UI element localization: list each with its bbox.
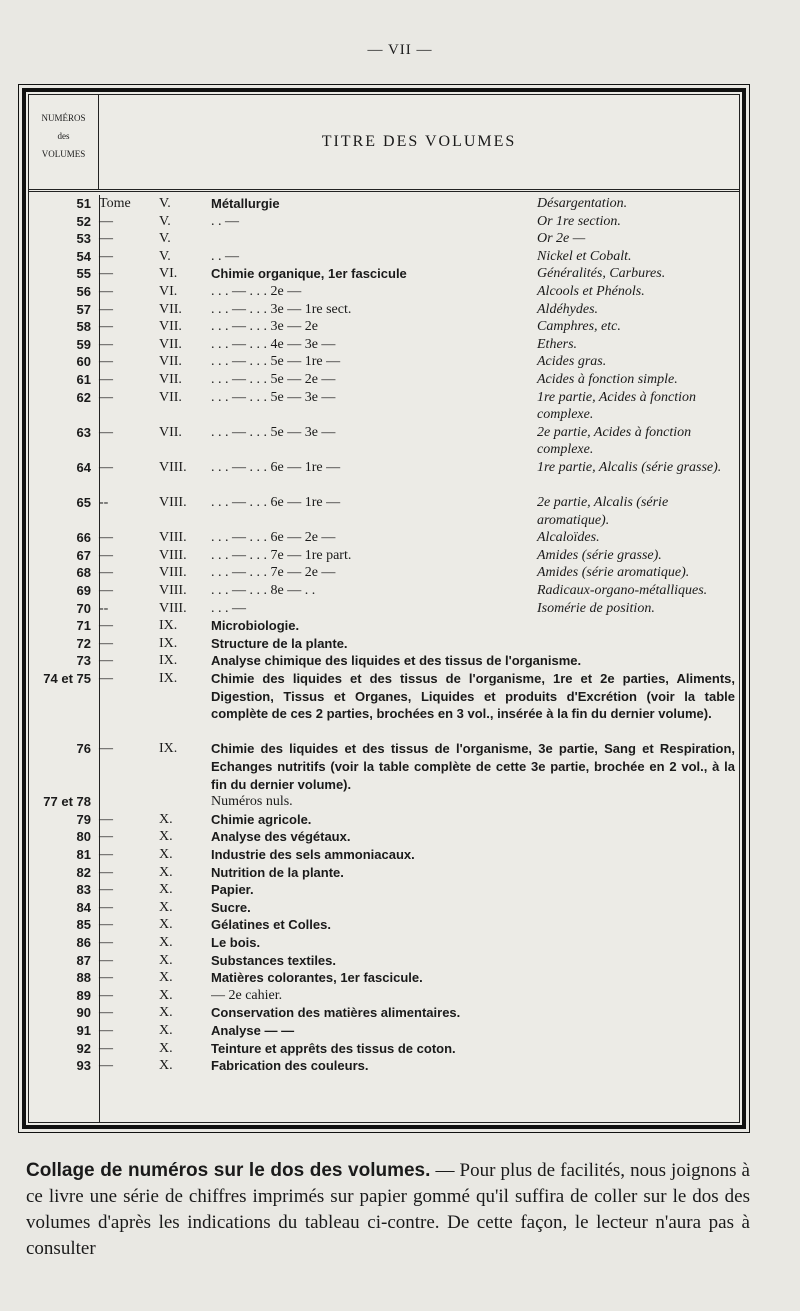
tome-roman: V. (159, 196, 171, 211)
tome-label: — (99, 917, 113, 933)
volume-number: 86 (76, 934, 91, 950)
volume-number: 59 (76, 336, 91, 352)
volume-subtitle: 1re partie, Acides à fonction complexe. (537, 389, 697, 423)
volume-title: . . . — . . . 5e — 3e — (211, 389, 336, 405)
volume-title: Analyse des végétaux. (211, 829, 351, 845)
volume-number: 73 (76, 653, 91, 669)
tome-roman: X. (159, 829, 173, 845)
volume-title: . . . — . . . 6e — 1re — (211, 495, 341, 511)
volume-title: . . . — (211, 600, 246, 616)
table-row (29, 846, 739, 864)
tome-roman: VII. (159, 336, 182, 352)
volume-subtitle: Isomérie de position. (537, 600, 655, 616)
tome-label: — (99, 899, 113, 915)
volume-title: Analyse — — (211, 1022, 295, 1038)
table-body (29, 195, 739, 1075)
table-row (29, 353, 739, 371)
tome-label: — (99, 1040, 113, 1056)
volume-subtitle: 2e partie, Alcalis (série aromatique). (537, 495, 669, 528)
volume-title: . . . — . . . 4e — 3e — (211, 336, 336, 352)
tome-roman: X. (159, 1005, 173, 1021)
table-row (29, 1040, 739, 1058)
tome-roman: VII. (159, 301, 182, 317)
tome-roman: VII. (159, 354, 182, 370)
volume-title: . . . — . . . 5e — 3e — (211, 424, 336, 440)
tome-roman: X. (159, 952, 173, 968)
tome-roman: VIII. (159, 459, 187, 475)
volume-title: Numéros nuls. (211, 794, 293, 810)
tome-label: — (99, 1058, 113, 1074)
volume-title: Chimie agricole. (211, 811, 312, 827)
volume-number: 77 et 78 (43, 794, 91, 810)
numbers-header-line1: NUMÉROS (41, 113, 86, 123)
table-row (29, 529, 739, 547)
volume-title: . . . — . . . 7e — 2e — (211, 565, 336, 581)
volume-title: Métallurgie (211, 196, 280, 211)
volume-subtitle: Acides gras. (537, 354, 607, 370)
tome-roman: VIII. (159, 547, 187, 563)
tome-roman: IX. (159, 741, 178, 757)
volume-number: 87 (76, 952, 91, 968)
table-row (29, 969, 739, 987)
volume-number: 65 (76, 495, 91, 511)
table-inner (28, 94, 740, 1123)
tome-label: — (99, 389, 113, 405)
volume-title: . . . — . . . 3e — 2e (211, 319, 318, 335)
volume-number: 55 (76, 266, 91, 282)
tome-roman: V. (159, 248, 171, 264)
volume-number: 92 (76, 1040, 91, 1056)
tome-roman: V. (159, 231, 171, 247)
volumes-table (22, 88, 746, 1129)
volume-title: . . . — . . . 6e — 1re — (211, 459, 341, 475)
caption-paragraph (26, 1158, 750, 1262)
tome-label: — (99, 847, 113, 862)
volume-subtitle: 2e partie, Acides à fonction complexe. (537, 424, 692, 458)
volume-number: 88 (76, 970, 91, 986)
tome-label: -- (99, 495, 109, 511)
table-row (29, 265, 739, 283)
volume-number: 85 (76, 917, 91, 933)
tome-roman: X. (159, 987, 173, 1003)
table-row (29, 600, 739, 618)
volume-number: 68 (76, 565, 91, 581)
table-row (29, 371, 739, 389)
table-row (29, 652, 739, 670)
tome-label: — (99, 952, 113, 968)
tome-label: — (99, 583, 113, 599)
tome-label: — (99, 547, 113, 563)
volume-title: Matières colorantes, 1er fascicule. (211, 970, 423, 986)
volume-subtitle: Désargentation. (537, 196, 628, 211)
volume-title: Conservation des matières alimentaires. (211, 1005, 461, 1021)
volume-title: Fabrication des couleurs. (211, 1058, 369, 1074)
volume-title: . . — (211, 213, 239, 229)
volume-title: Chimie des liquides et des tissus de l'organisme, 3e partie, Sang et Respiration, Echanges nutritifs (voir la table complète de cette 3e partie, brochée en 2 vol., à la fin du dernier volume). (211, 741, 735, 792)
volume-title: . . . — . . . 2e — (211, 283, 302, 299)
volume-title: Teinture et apprêts des tissus de coton. (211, 1040, 456, 1056)
volume-title: . . . — . . . 8e — . . (211, 583, 316, 599)
table-row (29, 547, 739, 565)
table-row (29, 1004, 739, 1022)
table-row (29, 670, 739, 740)
table-row (29, 301, 739, 319)
volume-subtitle: Camphres, etc. (537, 319, 621, 335)
table-row (29, 952, 739, 970)
tome-roman: VIII. (159, 565, 187, 581)
tome-label: — (99, 970, 113, 986)
tome-roman: VII. (159, 424, 182, 440)
tome-roman: VII. (159, 319, 182, 335)
volume-title: . . . — . . . 3e — 1re sect. (211, 301, 352, 317)
volume-title: Papier. (211, 882, 254, 898)
tome-label: — (99, 336, 113, 352)
table-row (29, 195, 739, 213)
volume-subtitle: Acides à fonction simple. (537, 371, 678, 387)
tome-label: -- (99, 600, 109, 616)
tome-roman: VII. (159, 371, 182, 387)
tome-label: — (99, 741, 113, 757)
table-row (29, 389, 739, 424)
volume-number: 89 (76, 987, 91, 1003)
table-row (29, 582, 739, 600)
tome-roman: X. (159, 811, 173, 827)
tome-roman: VI. (159, 266, 178, 282)
volume-number: 53 (76, 231, 91, 247)
tome-label: — (99, 864, 113, 880)
tome-label: — (99, 1005, 113, 1021)
volume-title: Le bois. (211, 934, 261, 950)
volume-number: 71 (76, 618, 91, 634)
volume-title: Structure de la plante. (211, 635, 348, 651)
tome-label: — (99, 354, 113, 370)
volume-number: 66 (76, 530, 91, 546)
table-row (29, 336, 739, 354)
tome-label: Tome (99, 196, 131, 211)
volume-number: 54 (76, 248, 91, 264)
tome-roman: X. (159, 847, 173, 862)
volume-title: Sucre. (211, 899, 251, 915)
volume-number: 84 (76, 899, 91, 915)
table-row (29, 635, 739, 653)
tome-roman: VIII. (159, 600, 187, 616)
volume-number: 76 (76, 741, 91, 757)
table-row (29, 1022, 739, 1040)
table-row (29, 318, 739, 336)
tome-label: — (99, 213, 113, 229)
table-row (29, 740, 739, 793)
tome-roman: VII. (159, 389, 182, 405)
volume-number: 70 (76, 600, 91, 616)
table-row (29, 283, 739, 301)
table-row (29, 230, 739, 248)
table-row (29, 248, 739, 266)
volume-number: 51 (76, 196, 91, 211)
tome-label: — (99, 829, 113, 845)
tome-roman: IX. (159, 618, 178, 634)
header-divider (29, 189, 739, 192)
volume-title: . . — (211, 248, 239, 264)
tome-label: — (99, 987, 113, 1003)
table-row (29, 459, 739, 494)
titles-column-header: TITRE DES VOLUMES (321, 133, 517, 150)
volume-subtitle: Alcaloïdes. (537, 530, 600, 546)
volume-number: 69 (76, 583, 91, 599)
volume-title: Substances textiles. (211, 952, 336, 968)
tome-roman: VIII. (159, 495, 187, 511)
tome-label: — (99, 530, 113, 546)
tome-roman: X. (159, 1022, 173, 1038)
volume-title: Chimie organique, 1er fascicule (211, 266, 407, 282)
volume-subtitle: Amides (série grasse). (537, 547, 662, 563)
volume-title: Analyse chimique des liquides et des tissus de l'organisme. (211, 653, 582, 669)
volume-subtitle: 1re partie, Alcalis (série grasse). (537, 459, 722, 475)
volume-number: 83 (76, 882, 91, 898)
volume-title: . . . — . . . 7e — 1re part. (211, 547, 352, 563)
volume-number: 80 (76, 829, 91, 845)
table-row (29, 1057, 739, 1075)
volume-number: 74 et 75 (43, 671, 91, 687)
volume-subtitle: Amides (série aromatique). (537, 565, 690, 581)
volume-number: 81 (76, 847, 91, 862)
tome-label: — (99, 459, 113, 475)
volume-subtitle: Ethers. (537, 336, 578, 352)
tome-roman: VIII. (159, 530, 187, 546)
table-row (29, 934, 739, 952)
tome-label: — (99, 635, 113, 651)
tome-label: — (99, 811, 113, 827)
volume-subtitle: Or 1re section. (537, 213, 621, 229)
volume-number: 60 (76, 354, 91, 370)
tome-label: — (99, 248, 113, 264)
tome-roman: X. (159, 1058, 173, 1074)
volume-title: Gélatines et Colles. (211, 917, 331, 933)
volume-number: 82 (76, 864, 91, 880)
volume-title: . . . — . . . 6e — 2e — (211, 530, 336, 546)
tome-roman: X. (159, 864, 173, 880)
tome-label: — (99, 301, 113, 317)
tome-roman: V. (159, 213, 171, 229)
volume-subtitle: Aldéhydes. (537, 301, 599, 317)
numbers-column-header (29, 95, 99, 189)
volume-title: Microbiologie. (211, 618, 300, 634)
tome-roman: X. (159, 1040, 173, 1056)
table-row (29, 828, 739, 846)
tome-label: — (99, 424, 113, 440)
numbers-header-line2: des (57, 131, 70, 141)
table-row (29, 899, 739, 917)
tome-label: — (99, 882, 113, 898)
tome-label: — (99, 618, 113, 634)
tome-roman: IX. (159, 653, 178, 669)
tome-label: — (99, 231, 113, 247)
table-row (29, 564, 739, 582)
tome-label: — (99, 266, 113, 282)
page-number: — VII — (367, 42, 433, 58)
volume-number: 61 (76, 371, 91, 387)
volume-title: Nutrition de la plante. (211, 864, 344, 880)
volume-subtitle: Nickel et Cobalt. (537, 248, 632, 264)
volume-number: 91 (76, 1022, 91, 1038)
table-row (29, 424, 739, 459)
volume-number: 90 (76, 1005, 91, 1021)
volume-subtitle: Généralités, Carbures. (537, 266, 666, 282)
table-row (29, 213, 739, 231)
table-row (29, 916, 739, 934)
volume-subtitle: Or 2e — (537, 231, 586, 247)
tome-label: — (99, 1022, 113, 1038)
tome-roman: X. (159, 899, 173, 915)
volume-title: Chimie des liquides et des tissus de l'organisme, 1re et 2e parties, Aliments, Digestion, Tissus et Organes, Liquides et produits d'Excrétion (voir la table complète de ces 2 parties, brochées en 3 vol., insérée à la fin du dernier volume). (211, 671, 735, 722)
volume-title: — 2e cahier. (211, 987, 283, 1003)
table-row (29, 864, 739, 882)
volume-number: 64 (76, 459, 91, 475)
volume-subtitle: Alcools et Phénols. (537, 283, 645, 299)
tome-roman: X. (159, 970, 173, 986)
tome-roman: X. (159, 917, 173, 933)
volume-number: 93 (76, 1058, 91, 1074)
tome-label: — (99, 671, 113, 687)
table-row (29, 494, 739, 529)
volume-number: 52 (76, 213, 91, 229)
table-row (29, 793, 739, 811)
tome-label: — (99, 565, 113, 581)
volume-number: 63 (76, 424, 91, 440)
table-row (29, 811, 739, 829)
tome-roman: VI. (159, 283, 178, 299)
volume-number: 57 (76, 301, 91, 317)
volume-number: 72 (76, 635, 91, 651)
tome-roman: VIII. (159, 583, 187, 599)
tome-label: — (99, 934, 113, 950)
tome-label: — (99, 283, 113, 299)
table-row (29, 617, 739, 635)
volume-title: Industrie des sels ammoniacaux. (211, 847, 415, 862)
tome-roman: X. (159, 882, 173, 898)
volume-number: 62 (76, 389, 91, 405)
table-row (29, 987, 739, 1005)
volume-title: . . . — . . . 5e — 1re — (211, 354, 341, 370)
volume-number: 67 (76, 547, 91, 563)
table-row (29, 881, 739, 899)
tome-label: — (99, 371, 113, 387)
tome-roman: IX. (159, 671, 178, 687)
caption-heading: Collage de numéros sur le dos des volumes. (26, 1160, 431, 1181)
volume-number: 79 (76, 811, 91, 827)
numbers-header-line3: VOLUMES (41, 149, 86, 159)
tome-roman: X. (159, 934, 173, 950)
tome-roman: IX. (159, 635, 178, 651)
volume-subtitle: Radicaux-organo-métalliques. (537, 583, 708, 599)
volume-number: 56 (76, 283, 91, 299)
volume-number: 58 (76, 319, 91, 335)
volume-title: . . . — . . . 5e — 2e — (211, 371, 336, 387)
caption-text: — Pour plus de facilités, nous joignons à ce livre une série de chiffres imprimés sur papier gommé qu'il suffira de coller sur le dos des volumes d'après les indications du tableau ci-contre. De cette façon, le lecteur n'aura pas à consulter (26, 1160, 750, 1259)
tome-label: — (99, 653, 113, 669)
tome-label: — (99, 319, 113, 335)
